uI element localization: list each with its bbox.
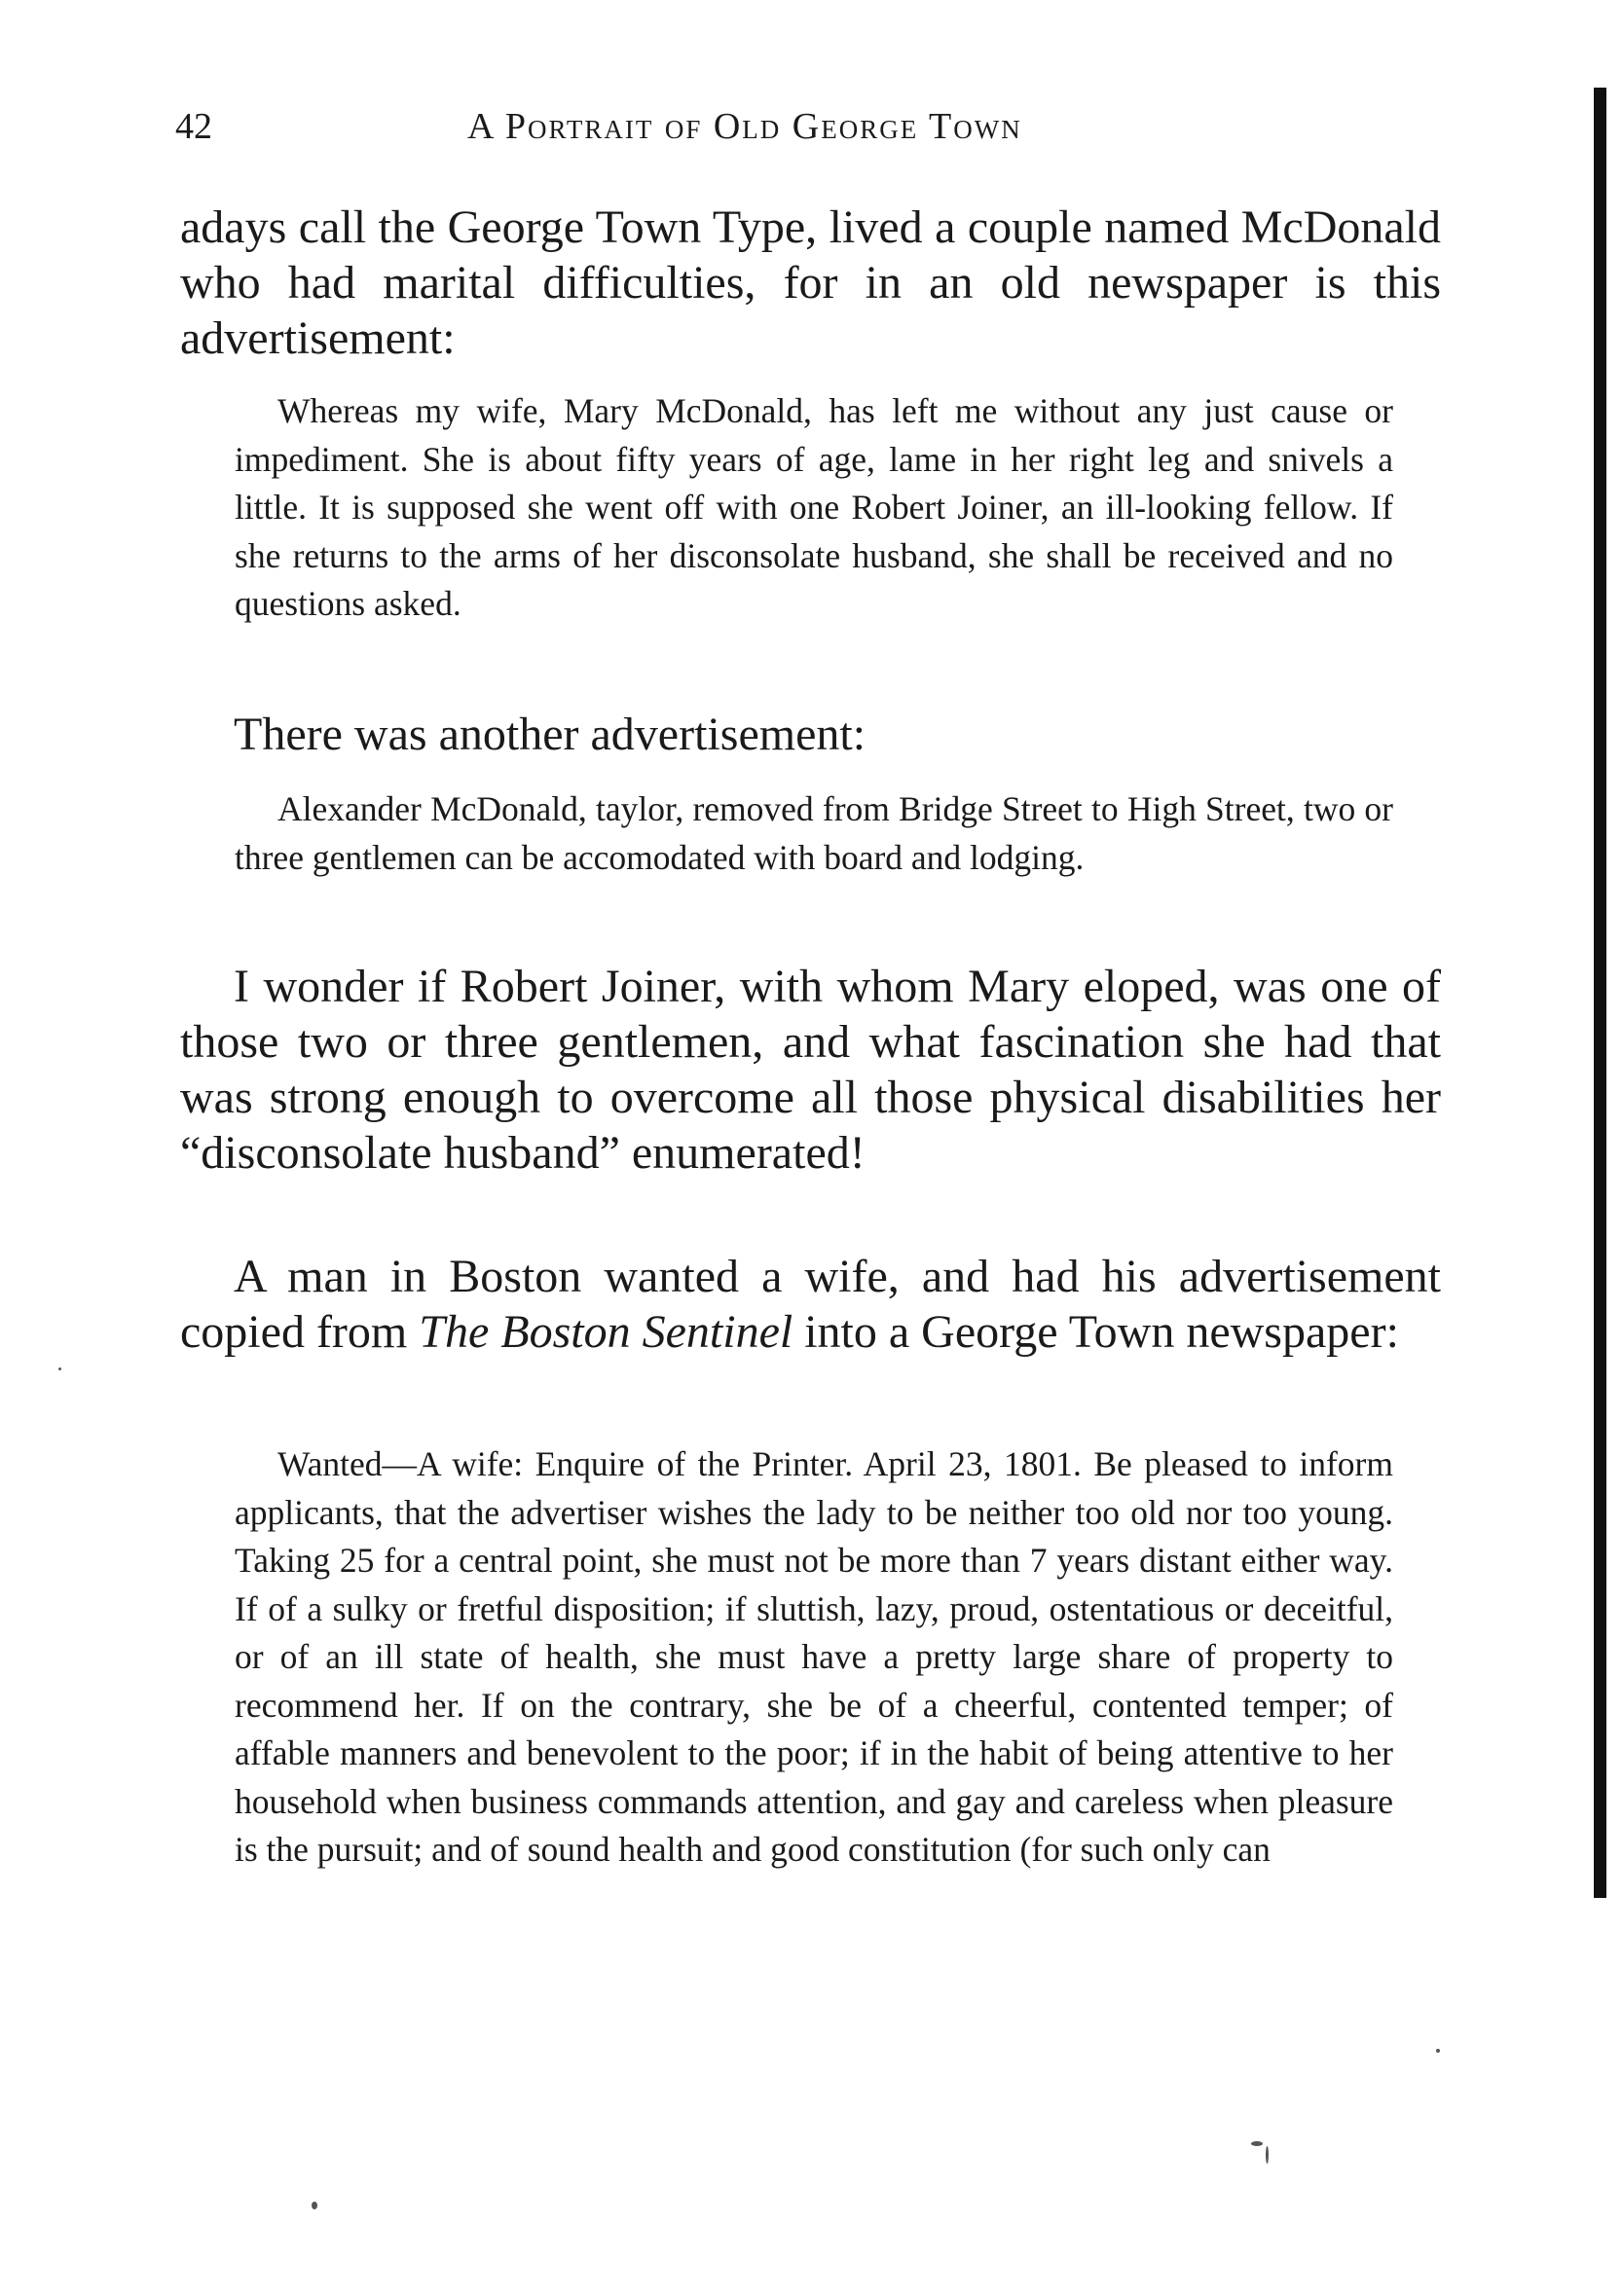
scan-speck (1436, 2049, 1440, 2053)
scan-speck (1266, 2146, 1269, 2164)
paragraph-boston-man (180, 1249, 1441, 1360)
scan-edge-shadow (1594, 88, 1606, 1898)
running-title: A Portrait of Old George Town (467, 106, 1022, 147)
paragraph-another-advertisement: There was another advertisement: (234, 709, 866, 760)
paragraph-robert-joiner: I wonder if Robert Joiner, with whom Mary eloped, was one of those two or three gentlemen, and what fascination she had that was strong enough to overcome all those physical disabilities her “disconsolate husband” enumerated! (180, 961, 1441, 1179)
quoted-advertisement-wanted-wife: Wanted—A wife: Enquire of the Printer. April 23, 1801. Be pleased to inform applicants, that the advertiser wishes the lady to be neither too old nor too young. Taking 25 for a central point, she must not be more than 7 years distant either way. If of a sulky or fretful disposition; if sluttish, lazy, proud, ostentatious or deceitful, or of an ill state of health, she must have a pretty large share of property to recommend her. If on the contrary, she be of a cheerful, contented temper; of affable manners and benevolent to the poor; if in the habit of being attentive to her household when business commands attention, and gay and careless when pleasure is the pursuit; and of sound health and good constitution (for such only can (235, 1444, 1393, 1869)
paragraph-boston-man-after: into a George Town newspaper: (804, 1306, 1399, 1358)
scan-speck (58, 1367, 61, 1370)
quoted-advertisement-wife: Whereas my wife, Mary McDonald, has left me without any just cause or impediment. She is about fifty years of age, lame in her right leg and snivels a little. It is supposed she went off with one Robert Joiner, an ill-looking fellow. If she returns to the arms of her disconsolate husband, she shall be received and no questions asked. (235, 391, 1393, 623)
scan-speck (1251, 2141, 1263, 2146)
paragraph-boston-man-before: A man in Boston wanted a wife, and had his advertisement copied from (180, 1251, 1441, 1358)
newspaper-title: The Boston Sentinel (419, 1306, 793, 1358)
scan-speck (312, 2202, 317, 2209)
page-number: 42 (175, 106, 212, 147)
page-header (175, 105, 1441, 164)
quoted-advertisement-taylor: Alexander McDonald, taylor, removed from Bridge Street to High Street, two or three gentlemen can be accomodated with board and lodging. (235, 789, 1393, 877)
paragraph-continuation: adays call the George Town Type, lived a couple named McDonald who had marital difficulties, for in an old newspaper is this advertisement: (180, 201, 1441, 364)
